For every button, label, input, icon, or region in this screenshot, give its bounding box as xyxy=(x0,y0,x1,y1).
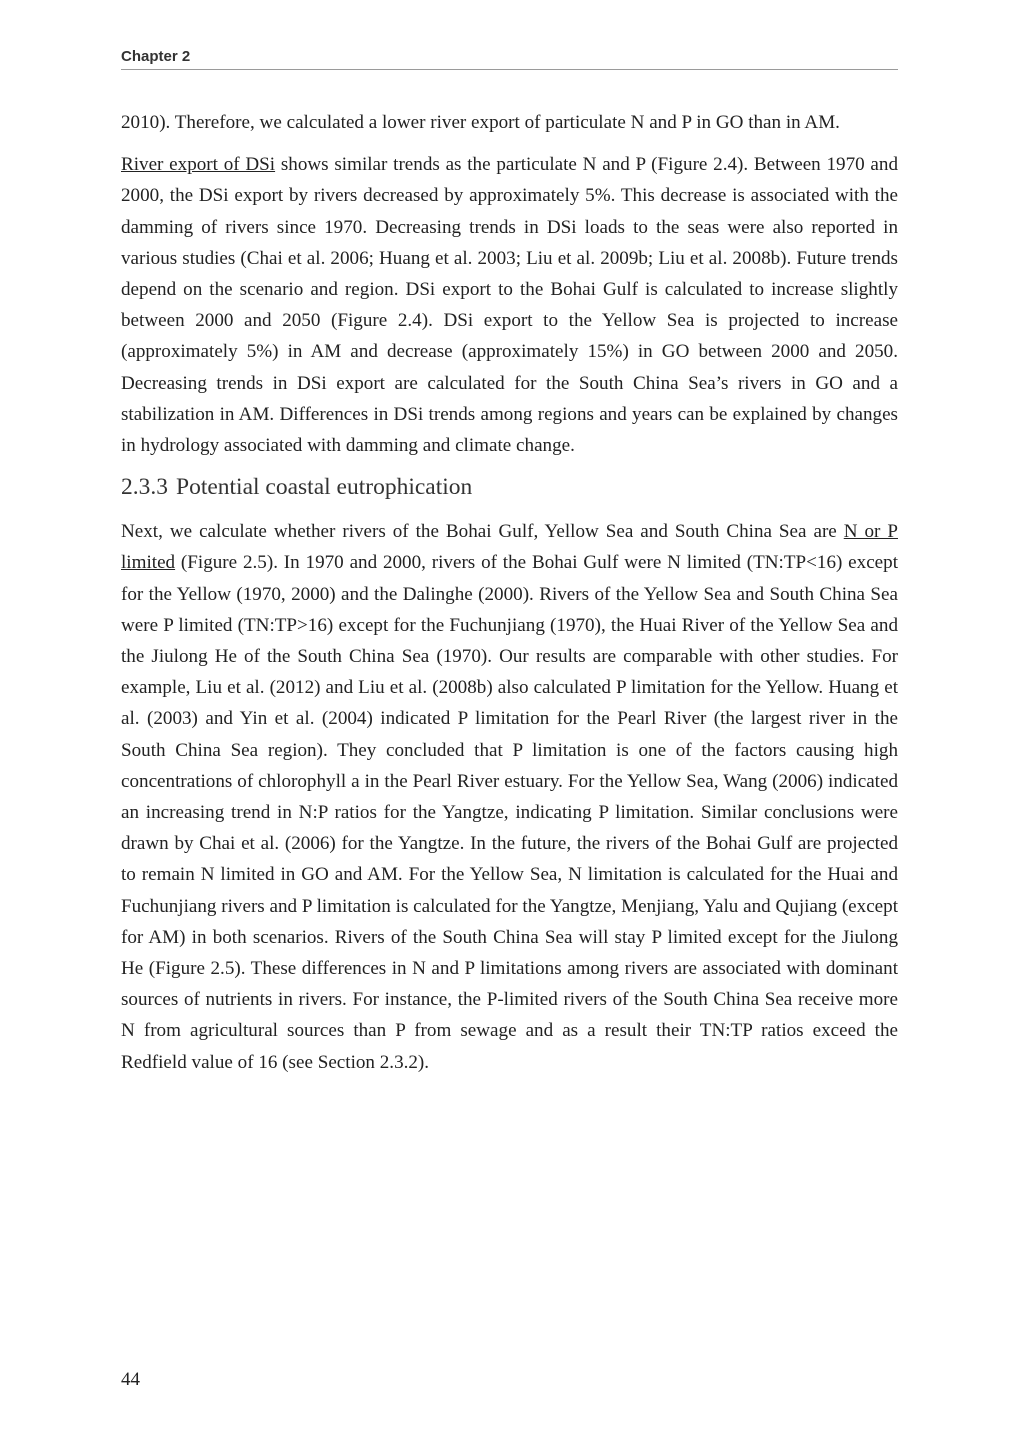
section-heading xyxy=(121,472,898,503)
section-title: Potential coastal eutrophication xyxy=(176,474,473,501)
paragraph-dsi-text: shows similar trends as the particulate N and P (Figure 2.4). Between 1970 and 2000, the DSi export by rivers decreased by approximately 5%. This decrease is associated with the damming of rivers since 1970. Decreasing trends in DSi loads to the seas were also reported in various studies (Chai et al. 2006; Huang et al. 2003; Liu et al. 2009b; Liu et al. 2008b). Future trends depend on the scenario and region. DSi export to the Bohai Gulf is calculated to increase slightly between 2000 and 2050 (Figure 2.4). DSi export to the Yellow Sea is projected to increase (approximately 5%) in AM and decrease (approximately 15%) in GO between 2000 and 2050. Decreasing trends in DSi export are calculated for the South China Sea’s rivers in GO and a stabilization in AM. Differences in DSi trends among regions and years can be explained by changes in hydrology associated with damming and climate change. xyxy=(121,154,898,457)
chapter-label: Chapter 2 xyxy=(121,48,191,65)
underlined-term-np: N or P limited xyxy=(121,521,898,574)
running-header xyxy=(121,46,898,70)
paragraph-eutrophication-text: (Figure 2.5). In 1970 and 2000, rivers of the Bohai Gulf were N limited (TN:TP<16) except for the Yellow (1970, 2000) and the Dalinghe (2000). Rivers of the Yellow Sea and South China Sea were P limited (TN:TP>16) except for the Fuchunjiang (1970), the Huai River of the Yellow Sea and the Jiulong He of the South China Sea (1970). Our results are comparable with other studies. For example, Liu et al. (2012) and Liu et al. (2008b) also calculated P limitation for the Yellow. Huang et al. (2003) and Yin et al. (2004) indicated P limitation for the Pearl River (the largest river in the South China Sea region). They concluded that P limitation is one of the factors causing high concentrations of chlorophyll a in the Pearl River estuary. For the Yellow Sea, Wang (2006) indicated an increasing trend in N:P ratios for the Yangtze, indicating P limitation. Similar conclusions were drawn by Chai et al. (2006) for the Yangtze. In the future, the rivers of the Bohai Gulf are projected to remain N limited in GO and AM. For the Yellow Sea, N limitation is calculated for the Huai and Fuchunjiang rivers and P limitation is calculated for the Yangtze, Menjiang, Yalu and Qujiang (except for AM) in both scenarios. Rivers of the South China Sea will stay P limited except for the Jiulong He (Figure 2.5). These differences in N and P limitations among rivers are associated with dominant sources of nutrients in rivers. For instance, the P-limited rivers of the South China Sea receive more N from agricultural sources than P from sewage and as a result their TN:TP ratios exceed the Redfield value of 16 (see Section 2.3.2). xyxy=(121,552,898,1073)
underlined-term-dsi: River export of DSi xyxy=(121,154,276,176)
section-number: 2.3.3 xyxy=(121,474,168,501)
page-number: 44 xyxy=(121,1369,140,1390)
paragraph-continuation: 2010). Therefore, we calculated a lower river export of particulate N and P in GO than in AM. xyxy=(121,112,840,133)
paragraph-eutrophication-start: Next, we calculate whether rivers of the Bohai Gulf, Yellow Sea and South China Sea are xyxy=(121,521,844,543)
paragraph-dsi-export xyxy=(121,149,898,461)
paragraph-eutrophication xyxy=(121,516,898,1078)
page-body xyxy=(121,107,898,1089)
